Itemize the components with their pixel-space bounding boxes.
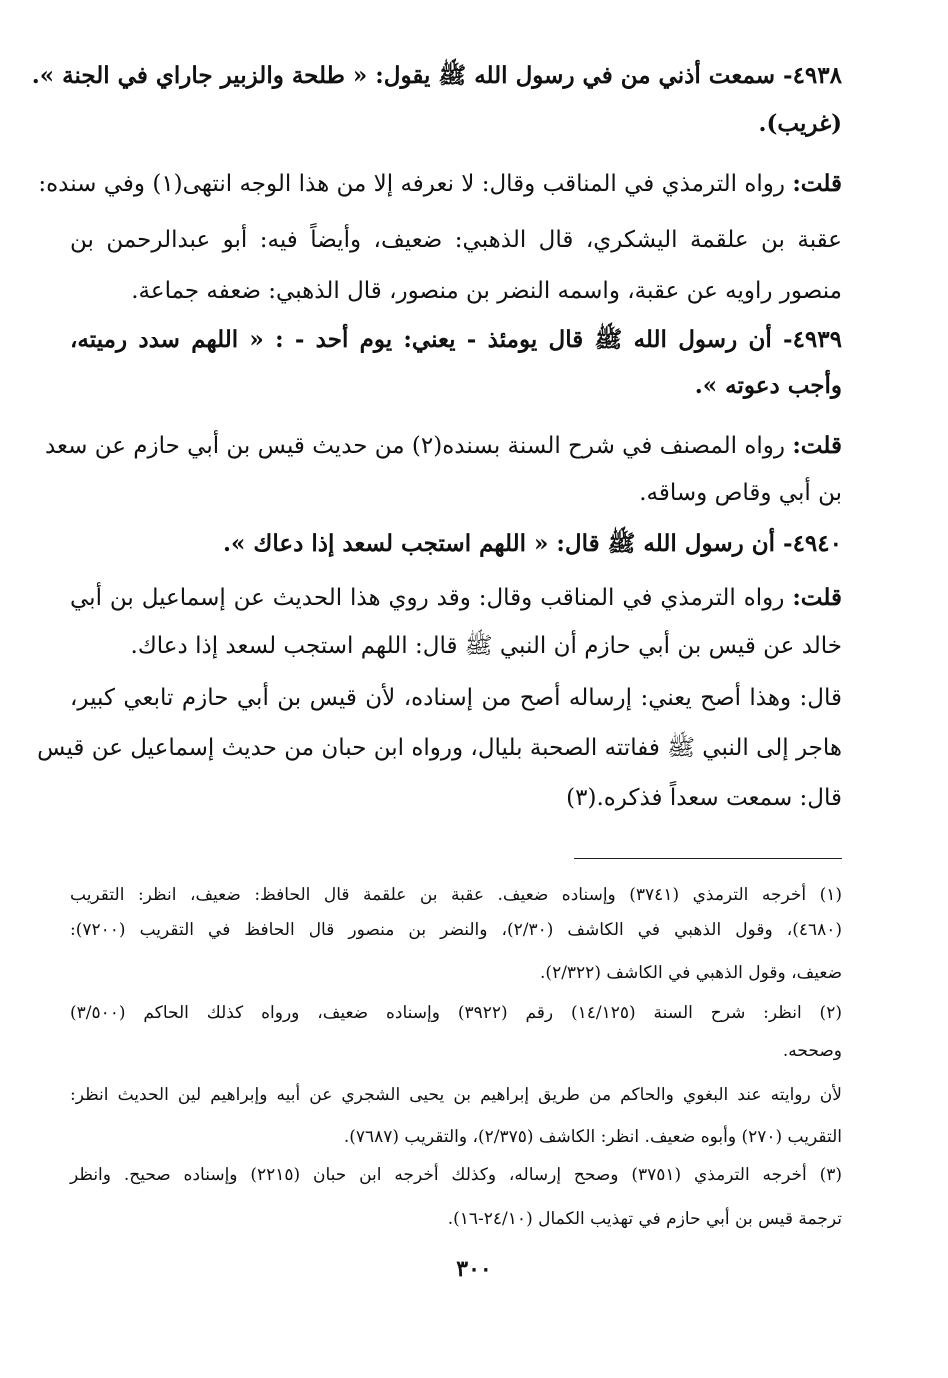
qult-label: قلت:	[792, 584, 842, 611]
commentary-3-line-5: قال: سمعت سعداً فذكره.(٣)	[566, 785, 842, 811]
hadith-4938-grade: (غريب).	[758, 110, 842, 137]
footnote-1-line-1: (١) أخرجه الترمذي (٣٧٤١) وإسناده ضعيف. عقبة بن علقمة قال الحافظ: ضعيف، انظر: التقريب	[70, 885, 843, 905]
footnote-separator	[574, 858, 842, 859]
commentary-1-line-1: قلت: رواه الترمذي في المناقب وقال: لا نعرفه إلا من هذا الوجه انتهى(١) وفي سنده:	[38, 170, 842, 197]
commentary-1-line-2: عقبة بن علقمة اليشكري، قال الذهبي: ضعيف، وأيضاً فيه: أبو عبدالرحمن بن	[70, 227, 842, 253]
footnote-2-line-3: لأن روايته عند البغوي والحاكم من طريق إبراهيم بن يحيى الشجري عن أبيه وإبراهيم لين الحديث انظر:	[70, 1085, 842, 1105]
commentary-3-line-3: قال: وهذا أصح يعني: إرساله أصح من إسناده، لأن قيس بن أبي حازم تابعي كبير،	[70, 685, 842, 711]
qult-label: قلت:	[792, 432, 842, 459]
hadith-4938-line-1: ٤٩٣٨- سمعت أذني من في رسول الله ﷺ يقول: « طلحة والزبير جاراي في الجنة ».	[31, 62, 842, 89]
footnote-3-line-1: (٣) أخرجه الترمذي (٣٧٥١) وصحح إرساله، وكذلك أخرجه ابن حبان (٢٢١٥) وإسناده صحيح. وانظر	[70, 1165, 842, 1185]
hadith-4939-line-2: وأجب دعوته ».	[694, 372, 842, 399]
footnote-2-line-4: التقريب (٢٧٠) وأبوه ضعيف. انظر: الكاشف (٢/٣٧٥)، والتقريب (٧٦٨٧).	[343, 1127, 842, 1147]
commentary-3-line-2: خالد عن قيس بن أبي حازم أن النبي ﷺ قال: اللهم استجب لسعد إذا دعاك.	[130, 633, 842, 659]
hadith-4940-line-1: ٤٩٤٠- أن رسول الله ﷺ قال: « اللهم استجب لسعد إذا دعاك ».	[223, 530, 842, 557]
footnote-2-line-1: (٢) انظر: شرح السنة (١٤/١٢٥) رقم (٣٩٢٢) وإسناده ضعيف، ورواه كذلك الحاكم (٣/٥٠٠)	[70, 1003, 842, 1023]
commentary-3-line-4: هاجر إلى النبي ﷺ ففاتته الصحبة بليال، ورواه ابن حبان من حديث إسماعيل عن قيس	[37, 735, 842, 761]
commentary-1-line-3: منصور راويه عن عقبة، واسمه النضر بن منصور، قال الذهبي: ضعفه جماعة.	[131, 278, 842, 304]
footnote-1-line-3: ضعيف، وقول الذهبي في الكاشف (٢/٣٢٢).	[540, 963, 842, 983]
footnote-3-line-2: ترجمة قيس بن أبي حازم في تهذيب الكمال (٢٤/١٠-١٦).	[447, 1209, 842, 1229]
page-number: ٣٠٠	[456, 1256, 492, 1282]
commentary-3-line-1: قلت: رواه الترمذي في المناقب وقال: وقد روي هذا الحديث عن إسماعيل بن أبي	[70, 584, 842, 611]
qult-label: قلت:	[792, 170, 842, 197]
commentary-2-line-2: بن أبي وقاص وساقه.	[639, 480, 842, 506]
commentary-2-line-1: قلت: رواه المصنف في شرح السنة بسنده(٢) من حديث قيس بن أبي حازم عن سعد	[44, 432, 842, 459]
footnote-1-line-2: (٤٦٨٠)، وقول الذهبي في الكاشف (٢/٣٠)، والنضر بن منصور قال الحافظ في التقريب (٧٢٠٠):	[70, 920, 842, 940]
hadith-4939-line-1: ٤٩٣٩- أن رسول الله ﷺ قال يومئذ - يعني: يوم أحد - : « اللهم سدد رميته،	[70, 326, 842, 353]
footnote-2-line-2: وصححه.	[782, 1041, 842, 1061]
